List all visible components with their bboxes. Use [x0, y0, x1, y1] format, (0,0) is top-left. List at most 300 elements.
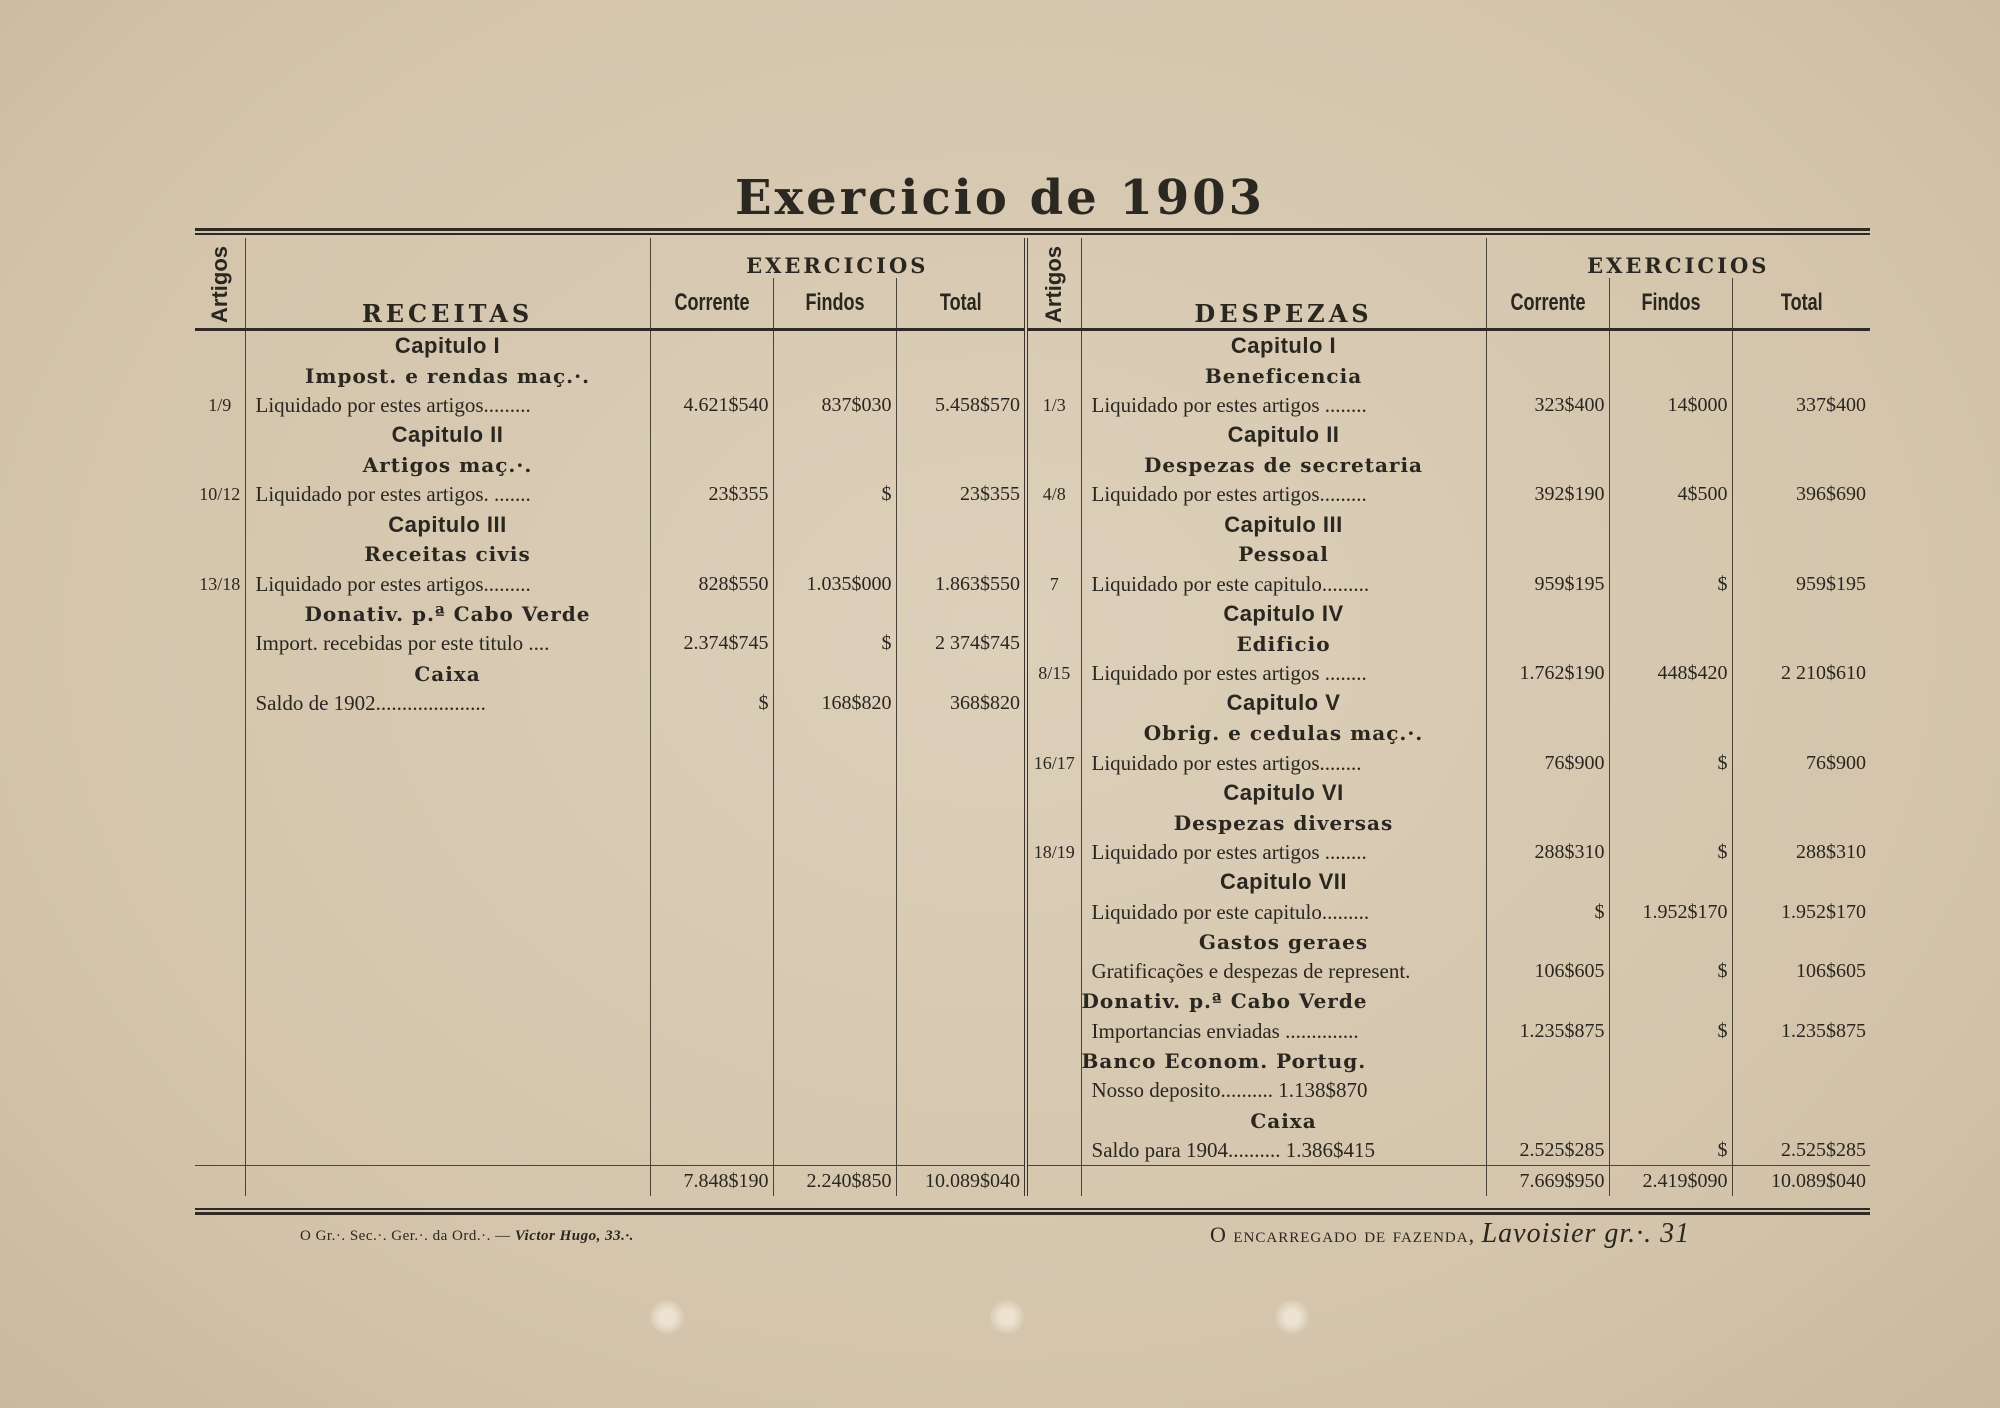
receita-findos: 168$820 — [773, 689, 896, 719]
despeza-findos: $ — [1609, 1136, 1732, 1166]
despeza-total: 288$310 — [1732, 838, 1870, 868]
despeza-total: 76$900 — [1732, 748, 1870, 778]
receita-total — [896, 540, 1026, 570]
despeza-artigos — [1026, 450, 1081, 480]
despeza-total — [1732, 927, 1870, 957]
despeza-total — [1732, 867, 1870, 897]
receita-findos — [773, 510, 896, 540]
receita-corrente — [650, 927, 773, 957]
receita-corrente: 2.374$745 — [650, 629, 773, 659]
receita-artigos — [195, 1166, 245, 1196]
despeza-corrente — [1486, 629, 1609, 659]
receita-findos — [773, 778, 896, 808]
receita-description — [245, 808, 650, 838]
despezas-header: DESPEZAS — [1081, 238, 1486, 330]
receita-artigos: 13/18 — [199, 573, 241, 594]
despeza-findos — [1609, 450, 1732, 480]
receita-description — [245, 867, 650, 897]
despeza-total-corrente: 7.669$950 — [1486, 1166, 1609, 1196]
despeza-corrente — [1486, 987, 1609, 1017]
receita-total: 368$820 — [896, 689, 1026, 719]
despeza-corrente: 106$605 — [1486, 957, 1609, 987]
top-rule-thin — [195, 233, 1870, 235]
despeza-description: Liquidado por estes artigos......... — [1081, 480, 1486, 510]
receita-findos — [773, 748, 896, 778]
despeza-description: Banco Econom. Portug. — [1081, 1046, 1486, 1076]
accounts-table — [195, 238, 1870, 1196]
despeza-findos — [1609, 330, 1732, 361]
receita-findos — [773, 330, 896, 361]
despeza-total: 106$605 — [1732, 957, 1870, 987]
despeza-findos — [1609, 689, 1732, 719]
table-row — [195, 1106, 1870, 1136]
despeza-description: Capitulo VII — [1081, 867, 1486, 897]
receita-description — [245, 1016, 650, 1046]
despeza-findos: 14$000 — [1609, 391, 1732, 421]
despeza-corrente — [1486, 450, 1609, 480]
receita-description: Capitulo I — [245, 330, 650, 361]
receita-description — [245, 748, 650, 778]
despeza-artigos — [1026, 957, 1081, 987]
despeza-corrente — [1486, 1046, 1609, 1076]
despeza-total — [1732, 718, 1870, 748]
despeza-artigos: 4/8 — [1026, 480, 1081, 510]
receita-corrente — [650, 808, 773, 838]
receita-corrente — [650, 330, 773, 361]
despeza-description: Gratificações e despezas de represent. — [1081, 957, 1486, 987]
table-row — [195, 361, 1870, 391]
receita-total — [896, 1016, 1026, 1046]
despeza-findos: 1.952$170 — [1609, 897, 1732, 927]
receita-description — [245, 897, 650, 927]
despeza-artigos: 8/15 — [1026, 659, 1081, 689]
receita-corrente — [650, 867, 773, 897]
despeza-description: Capitulo VI — [1081, 778, 1486, 808]
receita-total — [896, 1106, 1026, 1136]
despeza-artigos — [1026, 1106, 1081, 1136]
receita-findos — [773, 361, 896, 391]
receita-total — [896, 1076, 1026, 1106]
despeza-corrente — [1486, 718, 1609, 748]
receita-total — [896, 330, 1026, 361]
receita-corrente: 4.621$540 — [650, 391, 773, 421]
despeza-description: Liquidado por este capitulo......... — [1081, 897, 1486, 927]
receita-findos — [773, 1076, 896, 1106]
receita-total — [896, 659, 1026, 689]
receita-corrente — [650, 1076, 773, 1106]
despeza-corrente: 1.762$190 — [1486, 659, 1609, 689]
receita-artigos — [195, 361, 245, 391]
receita-findos — [773, 1016, 896, 1046]
receita-artigos: 10/12 — [199, 484, 241, 505]
receita-artigos — [195, 748, 245, 778]
receita-corrente — [650, 540, 773, 570]
receita-corrente — [650, 1046, 773, 1076]
despeza-description: Caixa — [1081, 1106, 1486, 1136]
receita-corrente — [650, 1016, 773, 1046]
receita-description — [245, 957, 650, 987]
despeza-artigos — [1026, 718, 1081, 748]
total-header-right: Total — [1732, 278, 1870, 330]
receita-total: 2 374$745 — [896, 629, 1026, 659]
table-row — [195, 838, 1870, 868]
despeza-findos — [1609, 1046, 1732, 1076]
despeza-corrente — [1486, 1076, 1609, 1106]
receita-description: Liquidado por estes artigos. ....... — [245, 480, 650, 510]
receita-findos — [773, 838, 896, 868]
receita-total — [896, 838, 1026, 868]
despeza-description: Capitulo III — [1081, 510, 1486, 540]
despeza-corrente — [1486, 1106, 1609, 1136]
receita-description: Liquidado por estes artigos......... — [245, 391, 650, 421]
receita-total — [896, 957, 1026, 987]
receita-description — [245, 778, 650, 808]
despeza-corrente: 323$400 — [1486, 391, 1609, 421]
receita-total — [896, 510, 1026, 540]
receita-artigos — [195, 867, 245, 897]
despeza-description: Liquidado por este capitulo......... — [1081, 569, 1486, 599]
artigos-header-right: Artigos — [1026, 238, 1081, 330]
table-row — [195, 957, 1870, 987]
despeza-findos — [1609, 510, 1732, 540]
despeza-artigos — [1026, 629, 1081, 659]
receita-findos — [773, 927, 896, 957]
receita-findos — [773, 808, 896, 838]
receita-corrente — [650, 987, 773, 1017]
top-rule — [195, 228, 1870, 231]
despeza-artigos — [1026, 1046, 1081, 1076]
despeza-corrente — [1486, 599, 1609, 629]
receita-findos — [773, 450, 896, 480]
table-row — [195, 987, 1870, 1017]
table-row — [195, 510, 1870, 540]
table-row — [195, 629, 1870, 659]
receita-artigos — [195, 450, 245, 480]
receita-total-corrente: 7.848$190 — [650, 1166, 773, 1196]
artigos-header-left: Artigos — [195, 238, 245, 330]
receita-findos — [773, 957, 896, 987]
despeza-description: Obrig. e cedulas maç.·. — [1081, 718, 1486, 748]
receita-total — [896, 718, 1026, 748]
table-row — [195, 569, 1870, 599]
despeza-total: 1.235$875 — [1732, 1016, 1870, 1046]
receita-artigos — [195, 1136, 245, 1166]
binding-hole-3 — [1275, 1300, 1309, 1334]
despeza-corrente: 2.525$285 — [1486, 1136, 1609, 1166]
despeza-total: 396$690 — [1732, 480, 1870, 510]
despeza-findos — [1609, 1076, 1732, 1106]
receita-findos: $ — [773, 480, 896, 510]
despeza-total: 1.952$170 — [1732, 897, 1870, 927]
receita-findos: 837$030 — [773, 391, 896, 421]
despeza-total: 337$400 — [1732, 391, 1870, 421]
despeza-description: Liquidado por estes artigos ........ — [1081, 838, 1486, 868]
despeza-findos: $ — [1609, 957, 1732, 987]
despeza-artigos — [1026, 689, 1081, 719]
table-row — [195, 391, 1870, 421]
receita-corrente — [650, 361, 773, 391]
receita-description: Capitulo III — [245, 510, 650, 540]
table-row — [195, 689, 1870, 719]
table-row — [195, 599, 1870, 629]
despeza-corrente: 76$900 — [1486, 748, 1609, 778]
table-row — [195, 420, 1870, 450]
despeza-total — [1732, 1076, 1870, 1106]
receita-artigos — [195, 330, 245, 361]
despeza-corrente — [1486, 778, 1609, 808]
receita-description — [245, 718, 650, 748]
receita-description: Import. recebidas por este titulo .... — [245, 629, 650, 659]
despeza-description: Pessoal — [1081, 540, 1486, 570]
despeza-description: Capitulo V — [1081, 689, 1486, 719]
despeza-corrente: 1.235$875 — [1486, 1016, 1609, 1046]
receita-total — [896, 1046, 1026, 1076]
footer-right-name: Lavoisier gr.·. 31 — [1481, 1218, 1691, 1249]
receita-findos: $ — [773, 629, 896, 659]
receita-total: 23$355 — [896, 480, 1026, 510]
receita-artigos — [195, 1016, 245, 1046]
despeza-description: Liquidado por estes artigos ........ — [1081, 391, 1486, 421]
despeza-corrente: 288$310 — [1486, 838, 1609, 868]
despeza-artigos: 1/3 — [1026, 391, 1081, 421]
receita-findos — [773, 1046, 896, 1076]
binding-hole-2 — [990, 1300, 1024, 1334]
receita-findos — [773, 867, 896, 897]
receita-description: Artigos maç.·. — [245, 450, 650, 480]
despeza-findos — [1609, 420, 1732, 450]
table-row — [195, 1136, 1870, 1166]
receita-corrente — [650, 1106, 773, 1136]
footer-treasurer — [1210, 1218, 1690, 1250]
receita-findos — [773, 1136, 896, 1166]
receita-artigos — [195, 689, 245, 719]
table-row — [195, 480, 1870, 510]
receita-total: 1.863$550 — [896, 569, 1026, 599]
despeza-findos: $ — [1609, 1016, 1732, 1046]
despeza-corrente: 392$190 — [1486, 480, 1609, 510]
despeza-total — [1732, 1106, 1870, 1136]
receita-artigos — [195, 838, 245, 868]
receita-artigos — [195, 718, 245, 748]
despeza-description — [1081, 1166, 1486, 1196]
footer-left-text: O Gr.·. Sec.·. Ger.·. da Ord.·. — — [300, 1228, 511, 1244]
despeza-description: Gastos geraes — [1081, 927, 1486, 957]
receita-findos — [773, 599, 896, 629]
despeza-artigos — [1026, 927, 1081, 957]
despeza-artigos — [1026, 1166, 1081, 1196]
despeza-artigos — [1026, 1076, 1081, 1106]
despeza-total: 2 210$610 — [1732, 659, 1870, 689]
despeza-findos — [1609, 867, 1732, 897]
despeza-artigos — [1026, 420, 1081, 450]
receita-corrente — [650, 450, 773, 480]
receita-total — [896, 420, 1026, 450]
receita-artigos: 1/9 — [208, 394, 232, 415]
receita-corrente — [650, 748, 773, 778]
despeza-description: Donativ. p.ª Cabo Verde — [1081, 987, 1486, 1017]
receita-artigos — [195, 659, 245, 689]
receita-artigos — [195, 420, 245, 450]
receita-corrente — [650, 1136, 773, 1166]
receita-total — [896, 361, 1026, 391]
despeza-description: Edificio — [1081, 629, 1486, 659]
receita-artigos — [195, 987, 245, 1017]
receita-total — [896, 748, 1026, 778]
findos-header-left: Findos — [773, 278, 896, 330]
despeza-artigos — [1026, 808, 1081, 838]
despeza-description: Liquidado por estes artigos ........ — [1081, 659, 1486, 689]
despeza-findos: 4$500 — [1609, 480, 1732, 510]
despeza-artigos — [1026, 510, 1081, 540]
receita-description — [245, 987, 650, 1017]
despeza-description: Liquidado por estes artigos........ — [1081, 748, 1486, 778]
receita-artigos — [195, 927, 245, 957]
receita-artigos — [195, 540, 245, 570]
receita-artigos — [195, 1106, 245, 1136]
table-row — [195, 927, 1870, 957]
receita-total: 5.458$570 — [896, 391, 1026, 421]
page-title: Exercicio de 1903 — [734, 170, 1266, 226]
despeza-total-findos: 2.419$090 — [1609, 1166, 1732, 1196]
despeza-total — [1732, 420, 1870, 450]
despeza-corrente — [1486, 361, 1609, 391]
despeza-description: Capitulo IV — [1081, 599, 1486, 629]
table-row — [195, 1046, 1870, 1076]
receita-description — [245, 1136, 650, 1166]
footer-right-label: O encarregado de fazenda, — [1210, 1222, 1476, 1247]
despeza-description: Saldo para 1904.......... 1.386$415 — [1081, 1136, 1486, 1166]
receita-total — [896, 987, 1026, 1017]
receita-total — [896, 778, 1026, 808]
despeza-findos — [1609, 927, 1732, 957]
table-row — [195, 808, 1870, 838]
despeza-findos: 448$420 — [1609, 659, 1732, 689]
despeza-findos: $ — [1609, 569, 1732, 599]
receita-description: Liquidado por estes artigos......... — [245, 569, 650, 599]
receita-corrente: 23$355 — [650, 480, 773, 510]
despeza-total — [1732, 599, 1870, 629]
receita-description: Donativ. p.ª Cabo Verde — [245, 599, 650, 629]
receita-corrente — [650, 778, 773, 808]
despeza-artigos — [1026, 330, 1081, 361]
despeza-grand-total: 10.089$040 — [1732, 1166, 1870, 1196]
table-row — [195, 718, 1870, 748]
receita-findos — [773, 659, 896, 689]
despeza-total — [1732, 689, 1870, 719]
despeza-corrente — [1486, 867, 1609, 897]
receita-total — [896, 599, 1026, 629]
totals-row — [195, 1166, 1870, 1196]
despeza-corrente — [1486, 510, 1609, 540]
table-row — [195, 540, 1870, 570]
despeza-description: Capitulo II — [1081, 420, 1486, 450]
receita-description: Receitas civis — [245, 540, 650, 570]
despeza-corrente — [1486, 689, 1609, 719]
receita-description — [245, 1166, 650, 1196]
receita-corrente — [650, 718, 773, 748]
despeza-findos — [1609, 629, 1732, 659]
receita-findos — [773, 897, 896, 927]
receita-total — [896, 450, 1026, 480]
despeza-findos — [1609, 540, 1732, 570]
receita-grand-total: 10.089$040 — [896, 1166, 1026, 1196]
despeza-findos: $ — [1609, 748, 1732, 778]
despeza-total: 2.525$285 — [1732, 1136, 1870, 1166]
despeza-total — [1732, 330, 1870, 361]
total-header-left: Total — [896, 278, 1026, 330]
receita-total — [896, 1136, 1026, 1166]
receita-total — [896, 808, 1026, 838]
receita-description: Capitulo II — [245, 420, 650, 450]
despeza-findos — [1609, 808, 1732, 838]
receita-corrente — [650, 599, 773, 629]
receita-findos — [773, 1106, 896, 1136]
despeza-corrente — [1486, 808, 1609, 838]
receita-corrente — [650, 510, 773, 540]
table-row — [195, 778, 1870, 808]
exercicios-header-left: EXERCICIOS — [650, 238, 1026, 278]
receita-findos — [773, 987, 896, 1017]
receita-artigos — [195, 1076, 245, 1106]
exercicios-header-right: EXERCICIOS — [1486, 238, 1870, 278]
receita-description: Saldo de 1902..................... — [245, 689, 650, 719]
despeza-corrente — [1486, 330, 1609, 361]
table-row — [195, 450, 1870, 480]
despeza-findos — [1609, 718, 1732, 748]
receita-artigos — [195, 629, 245, 659]
despeza-artigos — [1026, 897, 1081, 927]
despeza-artigos — [1026, 1016, 1081, 1046]
bottom-rule-thin — [195, 1208, 1870, 1210]
despeza-corrente — [1486, 927, 1609, 957]
despeza-artigos: 18/19 — [1026, 838, 1081, 868]
footer-secretary — [300, 1228, 634, 1245]
receita-findos — [773, 718, 896, 748]
receita-description — [245, 1046, 650, 1076]
despeza-total — [1732, 510, 1870, 540]
receita-artigos — [195, 808, 245, 838]
despeza-total — [1732, 540, 1870, 570]
despeza-corrente: $ — [1486, 897, 1609, 927]
despeza-findos — [1609, 987, 1732, 1017]
despeza-findos — [1609, 599, 1732, 629]
despeza-description: Despezas diversas — [1081, 808, 1486, 838]
footer-left-name: Victor Hugo, 33.·. — [514, 1228, 634, 1244]
despeza-total — [1732, 778, 1870, 808]
table-row — [195, 1016, 1870, 1046]
despeza-total — [1732, 450, 1870, 480]
receita-total — [896, 897, 1026, 927]
receita-corrente — [650, 957, 773, 987]
receita-corrente: $ — [650, 689, 773, 719]
despeza-total — [1732, 808, 1870, 838]
table-row — [195, 659, 1870, 689]
table-row — [195, 897, 1870, 927]
receita-total-findos: 2.240$850 — [773, 1166, 896, 1196]
table-row — [195, 1076, 1870, 1106]
table-row — [195, 330, 1870, 361]
despeza-total — [1732, 629, 1870, 659]
despeza-artigos — [1026, 540, 1081, 570]
despeza-findos — [1609, 361, 1732, 391]
receita-artigos — [195, 510, 245, 540]
despeza-artigos — [1026, 867, 1081, 897]
despeza-artigos — [1026, 778, 1081, 808]
despeza-corrente — [1486, 420, 1609, 450]
receita-corrente — [650, 897, 773, 927]
binding-hole-1 — [650, 1300, 684, 1334]
receita-artigos — [195, 599, 245, 629]
